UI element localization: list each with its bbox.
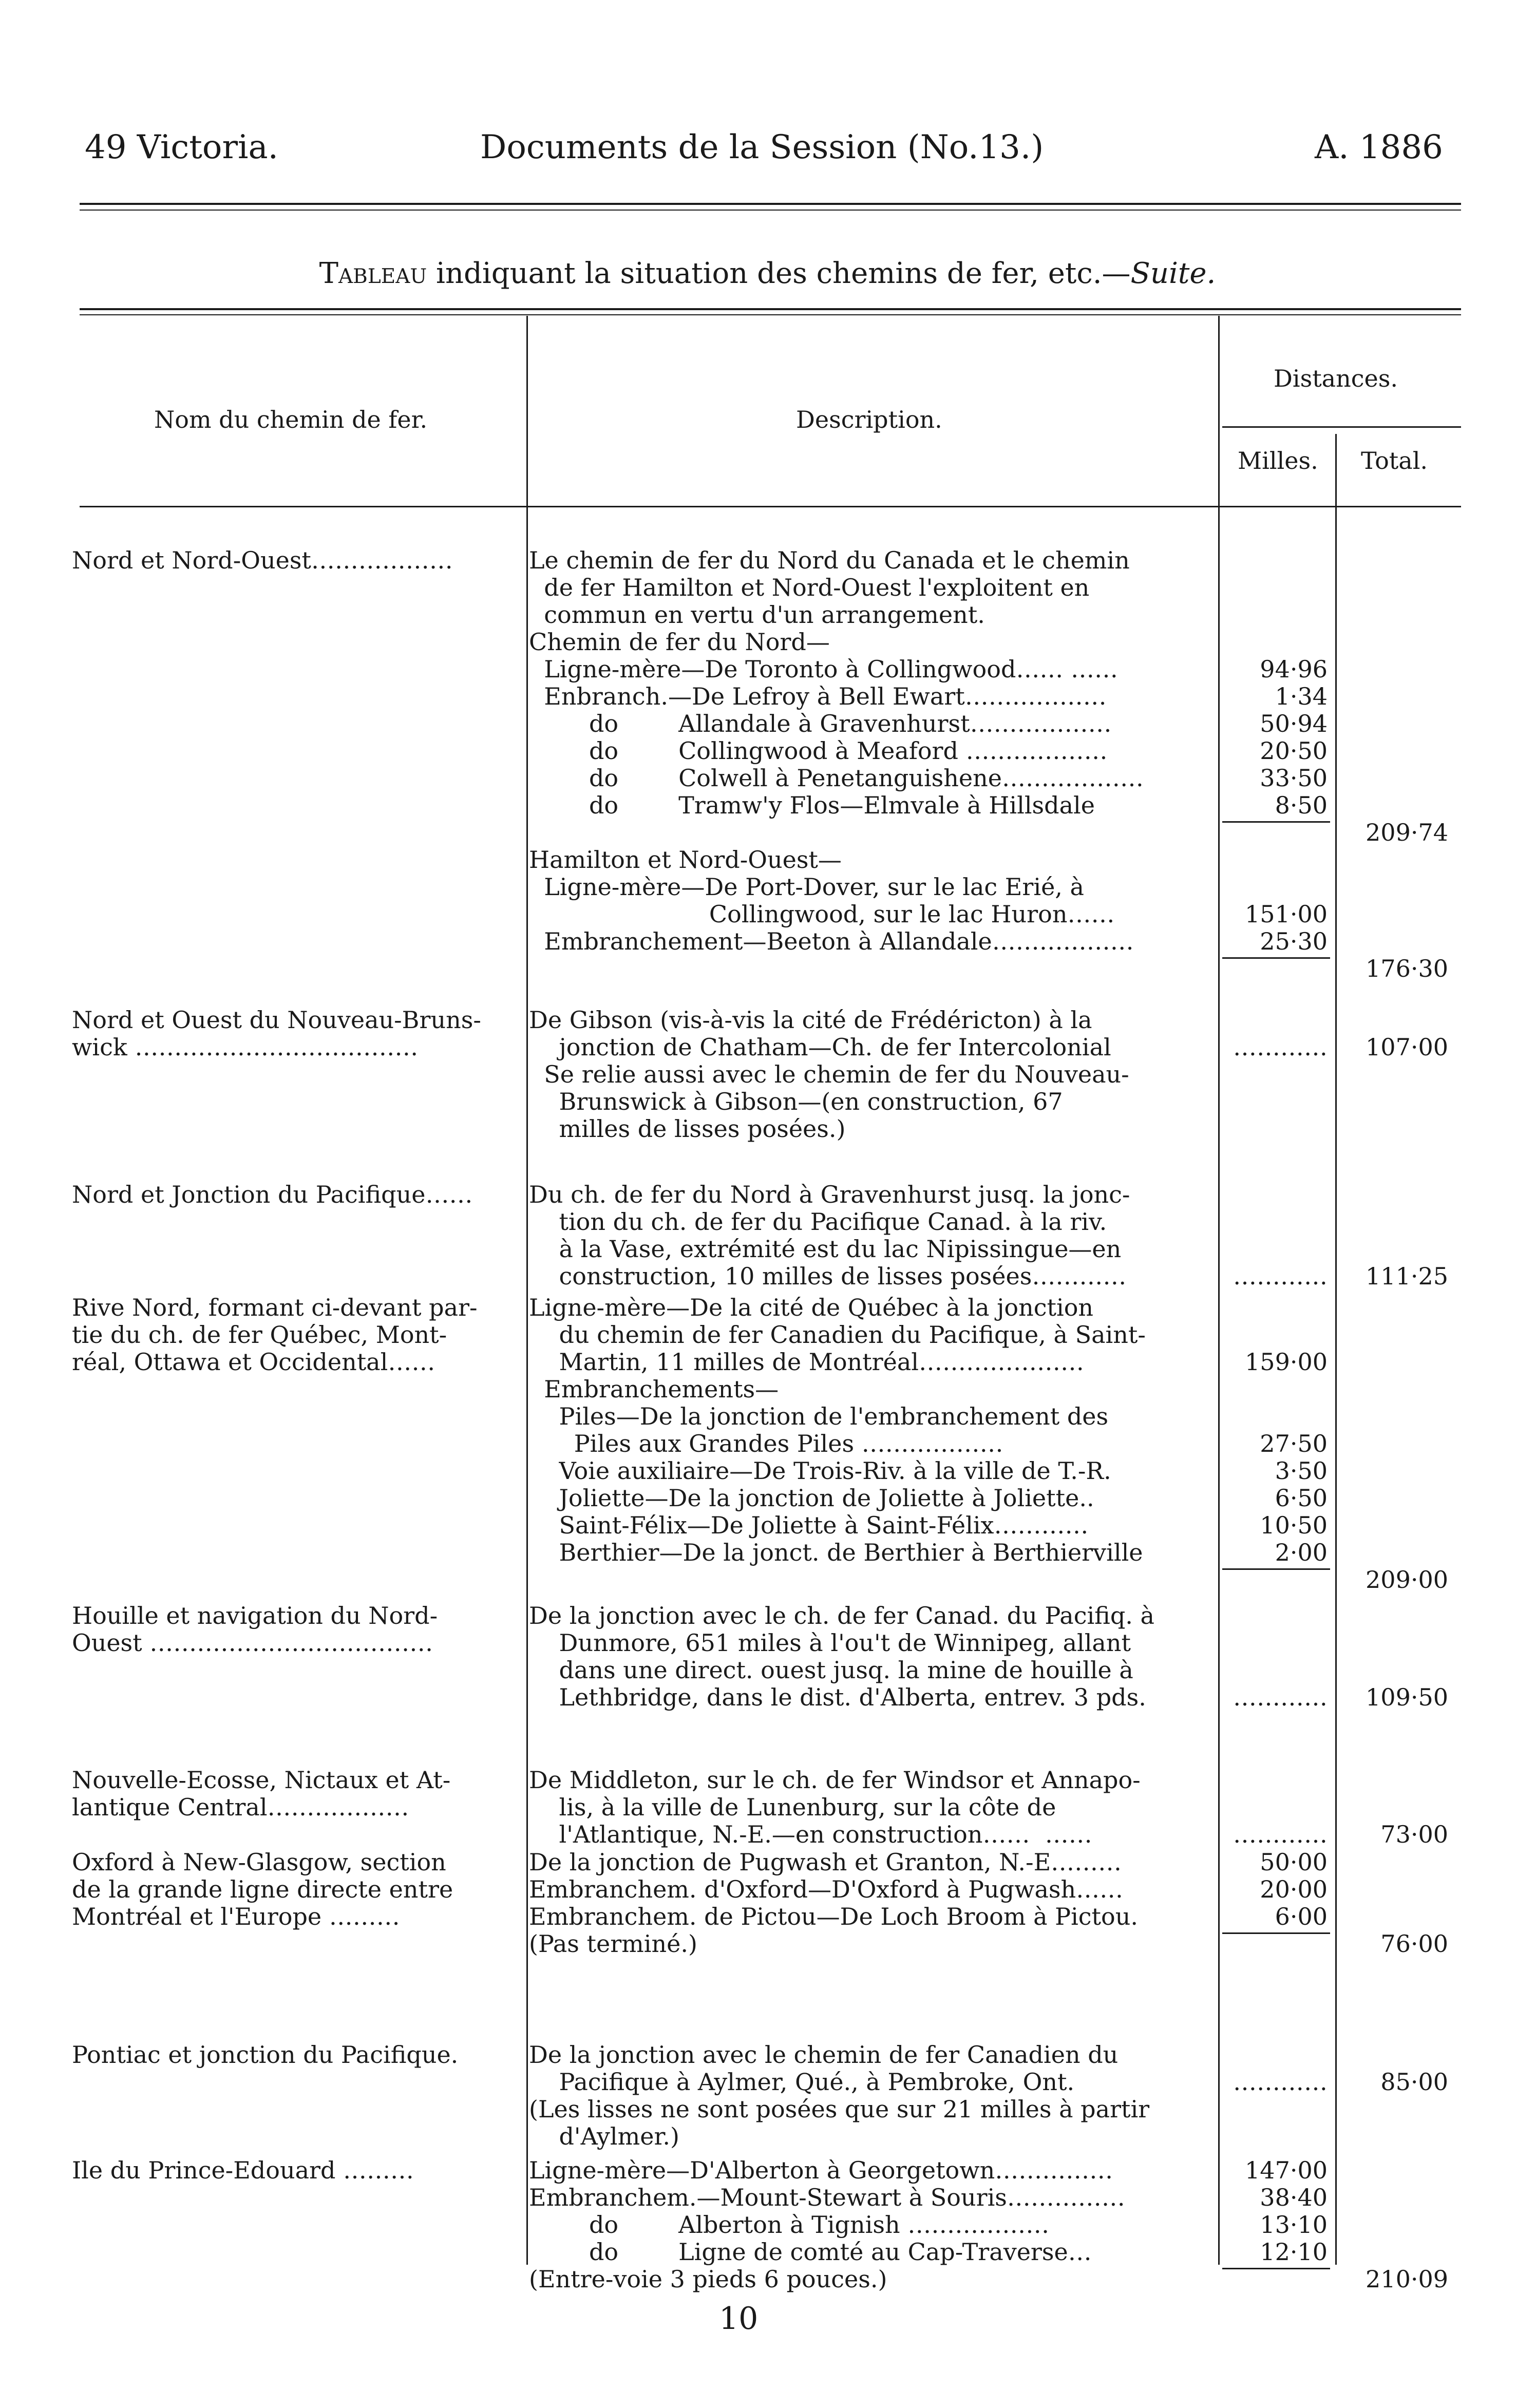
railway-name (72, 1181, 519, 1208)
miles-cell: ………… (1233, 1262, 1328, 1290)
railway-name-line: réal, Ottawa et Occidental…… (72, 1349, 435, 1376)
description-line: Pacifique à Aylmer, Qué., à Pembroke, Ont. (529, 2069, 1075, 2096)
description-line: Martin, 11 milles de Montréal………………… (529, 1349, 1084, 1376)
description-line: (Pas terminé.) (529, 1930, 697, 1958)
column-rule-1 (526, 316, 528, 2265)
miles-cell: 12·10 (1260, 2238, 1328, 2266)
column-header-milles: Milles. (1238, 447, 1318, 475)
miles-cell: 94·96 (1260, 655, 1328, 683)
railway-name (72, 1602, 519, 1657)
railway-name-line: Oxford à New-Glasgow, section (72, 1849, 446, 1876)
miles-cell: 38·40 (1260, 2184, 1328, 2211)
description-line: dans une direct. ouest jusq. la mine de houille à (529, 1657, 1133, 1684)
railway-name-line: de la grande ligne directe entre (72, 1876, 453, 1903)
description-line: De Middleton, sur le ch. de fer Windsor et Annapo- (529, 1767, 1141, 1794)
miles-cell: 50·94 (1260, 710, 1328, 737)
description-line: do Collingwood à Meaford ……………… (529, 737, 1108, 765)
total-cell: 111·25 (1366, 1262, 1448, 1290)
miles-cell: 6·50 (1275, 1484, 1328, 1512)
running-head-center: Documents de la Session (No.13.) (480, 128, 1044, 166)
railway-description (529, 547, 1212, 955)
total-cell: 209·74 (1366, 819, 1448, 846)
description-line: du chemin de fer Canadien du Pacifique, à Saint- (529, 1321, 1146, 1349)
description-line: Embranchements— (529, 1376, 779, 1403)
description-line: de fer Hamilton et Nord-Ouest l'exploitent en (529, 574, 1090, 601)
description-line: Hamilton et Nord-Ouest— (529, 846, 842, 874)
description-line: tion du ch. de fer du Pacifique Canad. à la riv. (529, 1208, 1107, 1236)
railway-description (529, 1767, 1212, 1848)
miles-cell: 10·50 (1260, 1511, 1328, 1539)
description-line: commun en vertu d'un arrangement. (529, 601, 985, 629)
header-bottom-rule (80, 506, 1461, 507)
running-head-right: A. 1886 (1315, 128, 1443, 166)
sum-rule (1222, 2268, 1330, 2269)
description-line: do Ligne de comté au Cap-Traverse… (529, 2239, 1092, 2266)
miles-cell: 2·00 (1275, 1539, 1328, 1566)
railway-description (529, 2157, 1212, 2293)
description-line: Ligne-mère—D'Alberton à Georgetown…………… (529, 2157, 1113, 2184)
description-line: Du ch. de fer du Nord à Gravenhurst jusq. la jonc- (529, 1181, 1130, 1208)
miles-cell: 147·00 (1245, 2156, 1328, 2184)
description-line: Saint-Félix—De Joliette à Saint-Félix………… (529, 1512, 1089, 1539)
description-line: l'Atlantique, N.-E.—en construction…… …… (529, 1821, 1092, 1848)
railway-name (72, 2041, 519, 2069)
sum-rule (1222, 1932, 1330, 1934)
railway-name-line: Nord et Nord-Ouest……………… (72, 547, 453, 574)
railway-name (72, 1767, 519, 1821)
miles-cell: 25·30 (1260, 927, 1328, 955)
description-line: Berthier—De la jonct. de Berthier à Berthierville (529, 1539, 1143, 1566)
double-rule-bottom (80, 210, 1461, 211)
description-line: (Entre-voie 3 pieds 6 pouces.) (529, 2266, 887, 2293)
miles-cell: ………… (1233, 1033, 1328, 1061)
railway-description (529, 1181, 1212, 1290)
total-cell: 76·00 (1380, 1930, 1448, 1958)
railway-name-line: Montréal et l'Europe ……… (72, 1903, 400, 1930)
description-line: Dunmore, 651 miles à l'ou't de Winnipeg, allant (529, 1629, 1131, 1657)
sum-rule (1222, 1568, 1330, 1570)
railway-name-line: tie du ch. de fer Québec, Mont- (72, 1321, 447, 1349)
description-line: Chemin de fer du Nord— (529, 629, 830, 656)
double-rule-top (80, 203, 1461, 205)
table-title (0, 257, 1535, 290)
table-top-rule (80, 308, 1461, 310)
description-line: Brunswick à Gibson—(en construction, 67 (529, 1088, 1063, 1115)
total-cell: 73·00 (1380, 1821, 1448, 1848)
description-line: Embranchem.—Mount-Stewart à Souris…………… (529, 2184, 1125, 2211)
railway-name-line: Houille et navigation du Nord- (72, 1602, 438, 1629)
table-top-rule-thin (80, 314, 1461, 315)
miles-cell: 27·50 (1260, 1430, 1328, 1457)
description-line: Le chemin de fer du Nord du Canada et le chemin (529, 547, 1130, 574)
railway-name-line: lantique Central……………… (72, 1794, 409, 1821)
total-cell: 85·00 (1380, 2068, 1448, 2096)
railway-name-line: Nord et Ouest du Nouveau-Bruns- (72, 1007, 481, 1034)
miles-cell: 33·50 (1260, 764, 1328, 792)
railway-name-line: Rive Nord, formant ci-devant par- (72, 1294, 478, 1321)
description-line: De Gibson (vis-à-vis la cité de Frédéricton) à la (529, 1007, 1092, 1034)
railway-name-line: Pontiac et jonction du Pacifique. (72, 2041, 459, 2069)
miles-cell: ………… (1233, 1683, 1328, 1711)
miles-cell: ………… (1233, 1821, 1328, 1848)
description-line: do Allandale à Gravenhurst……………… (529, 710, 1112, 737)
railway-name (72, 2157, 519, 2184)
page-number: 10 (719, 2301, 759, 2337)
column-rule-2 (1218, 316, 1220, 2265)
description-line: do Colwell à Penetanguishene……………… (529, 765, 1144, 792)
railway-name-line: Nord et Jonction du Pacifique…… (72, 1181, 473, 1208)
description-line: lis, à la ville de Lunenburg, sur la côte de (529, 1794, 1056, 1821)
railway-name-line: Ile du Prince-Edouard ……… (72, 2157, 414, 2184)
description-line: Ligne-mère—De Port-Dover, sur le lac Erié, à (529, 874, 1084, 901)
title-lead: Tableau (319, 257, 427, 290)
total-cell: 209·00 (1366, 1566, 1448, 1594)
miles-cell: 20·00 (1260, 1875, 1328, 1903)
description-line: Voie auxiliaire—De Trois-Riv. à la ville de T.-R. (529, 1457, 1111, 1485)
column-rule-3 (1335, 434, 1337, 2265)
column-header-description: Description. (796, 406, 942, 433)
total-cell: 210·09 (1366, 2265, 1448, 2293)
description-line: Ligne-mère—De Toronto à Collingwood…… …… (529, 656, 1119, 683)
description-line: Embranchement—Beeton à Allandale……………… (529, 928, 1134, 955)
railway-name (72, 1849, 519, 1930)
railway-description (529, 1007, 1212, 1143)
sum-rule (1222, 957, 1330, 959)
miles-cell: ………… (1233, 2068, 1328, 2096)
miles-cell: 6·00 (1275, 1903, 1328, 1930)
description-line: construction, 10 milles de lisses posées………… (529, 1263, 1127, 1290)
column-header-name: Nom du chemin de fer. (154, 406, 428, 433)
railway-name-line: Nouvelle-Ecosse, Nictaux et At- (72, 1767, 451, 1794)
miles-cell: 1·34 (1275, 682, 1328, 710)
description-line: do Tramw'y Flos—Elmvale à Hillsdale (529, 792, 1095, 819)
title-rest: indiquant la situation des chemins de fer, etc.— (427, 257, 1131, 290)
description-line: d'Aylmer.) (529, 2123, 679, 2150)
running-head-left: 49 Victoria. (85, 128, 278, 166)
miles-cell: 13·10 (1260, 2211, 1328, 2239)
railway-description (529, 1849, 1212, 1958)
railway-description (529, 1602, 1212, 1711)
description-line: do Alberton à Tignish ……………… (529, 2211, 1050, 2239)
description-line: De la jonction avec le ch. de fer Canad. du Pacifiq. à (529, 1602, 1154, 1629)
description-line: (Les lisses ne sont posées que sur 21 milles à partir (529, 2096, 1150, 2123)
miles-cell: 159·00 (1245, 1348, 1328, 1376)
description-line: Lethbridge, dans le dist. d'Alberta, entrev. 3 pds. (529, 1684, 1146, 1711)
description-line: Embranchem. de Pictou—De Loch Broom à Pictou. (529, 1903, 1138, 1930)
description-line: Piles—De la jonction de l'embranchement des (529, 1403, 1109, 1430)
railway-name-line: wick ……………………………… (72, 1034, 419, 1061)
total-cell: 176·30 (1366, 955, 1448, 982)
description-line: à la Vase, extrémité est du lac Nipissingue—en (529, 1236, 1122, 1263)
description-line: Embranchem. d'Oxford—D'Oxford à Pugwash…… (529, 1876, 1124, 1903)
miles-cell: 151·00 (1245, 900, 1328, 928)
railway-name (72, 1294, 519, 1376)
railway-name (72, 1007, 519, 1061)
description-line: De la jonction avec le chemin de fer Canadien du (529, 2041, 1119, 2069)
distances-rule (1222, 426, 1461, 428)
railway-description (529, 2041, 1212, 2150)
total-cell: 109·50 (1366, 1683, 1448, 1711)
description-line: Se relie aussi avec le chemin de fer du Nouveau- (529, 1061, 1129, 1088)
description-line: Ligne-mère—De la cité de Québec à la jonction (529, 1294, 1094, 1321)
description-line (529, 819, 1212, 846)
miles-cell: 20·50 (1260, 737, 1328, 765)
description-line: Piles aux Grandes Piles ……………… (529, 1430, 1003, 1457)
description-line: Joliette—De la jonction de Joliette à Joliette.. (529, 1485, 1094, 1512)
description-line: jonction de Chatham—Ch. de fer Intercolonial (529, 1034, 1111, 1061)
railway-description (529, 1294, 1212, 1566)
miles-cell: 8·50 (1275, 791, 1328, 819)
miles-cell: 50·00 (1260, 1848, 1328, 1876)
column-header-total: Total. (1361, 447, 1428, 475)
total-cell: 107·00 (1366, 1033, 1448, 1061)
description-line: milles de lisses posées.) (529, 1115, 846, 1143)
railway-name (72, 547, 519, 574)
railway-name-line: Ouest ……………………………… (72, 1629, 433, 1657)
description-line: De la jonction de Pugwash et Granton, N.-E……… (529, 1849, 1122, 1876)
title-suite: Suite. (1130, 257, 1216, 290)
sum-rule (1222, 821, 1330, 823)
column-header-distances: Distances. (1274, 365, 1398, 392)
description-line: Enbranch.—De Lefroy à Bell Ewart……………… (529, 683, 1107, 710)
miles-cell: 3·50 (1275, 1457, 1328, 1485)
description-line: Collingwood, sur le lac Huron…… (529, 901, 1115, 928)
